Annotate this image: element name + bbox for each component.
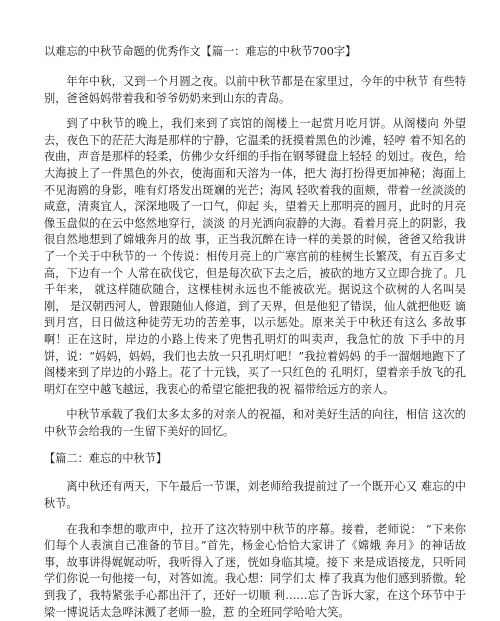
paragraph-story: 到了中秋节的晚上，我们来到了宾馆的阁楼上一起赏月吃月饼。从阁楼向 外望去，夜色下的茫茫大海是那样的宁静，它温柔的抚摸着黑色的沙滩，轻哼 着不知名的夜曲，声音是那样的轻柔，仿佛少女纤细的手指在钢琴键盘上轻轻 的划过。夜色，给大海披上了一件黑色的外衣，使海面和天溶为一体，把大 海打扮得更加神秘；海面上不见海鸥的身影，唯有灯塔发出斑斓的光芒；海风 轻吹着我的面颊，带着一丝淡淡的咸意，清爽宜人，深深地吸了一口气，仰起 头，望着天上那明亮的圆月，此时的月亮像玉盘似的在云中悠然地穿行，淡淡 的月光洒向寂静的大海。看着月亮上的阴影，我很自然地想到了嫦娥奔月的故 事，正当我沉醉在诗一样的美景的时候，爸爸又给我讲了一个关于中秋节的一 个传说：相传月亮上的广寒宫前的桂树生长繁茂，有五百多丈高，下边有一个 人常在砍伐它，但是每次砍下去之后，被砍的地方又立即合拢了。几千年来， 就这样随砍随合，这棵桂树永远也不能被砍光。据说这个砍树的人名叫吴刚， 是汉朝西河人，曾跟随仙人修道，到了天界，但是他犯了错误，仙人就把他贬 谪到月宫，日日做这种徒劳无功的苦差事，以示惩处。原来关于中秋还有这么 多故事啊！正在这时，岸边的小路上传来了兜售孔明灯的叫卖声，我急忙的放 下手中的月饼，说：“妈妈，妈妈，我们也去放一只孔明灯吧！”我拉着妈妈 的手一溜烟地跑下了阁楼来到了岸边的小路上。花了十元钱，买了一只红色的 孔明灯，望着亲手放飞的孔明灯在空中越飞越远，我衷心的希望它能把我的祝 福带给远方的亲人。 [44, 117, 466, 396]
section-heading-2: 【篇二：难忘的中秋节】 [44, 452, 168, 466]
paragraph-section2-intro: 离中秋还有两天，下午最后一节课，刘老师给我提前过了一个既开心又 难忘的中秋节。 [44, 480, 466, 511]
document-title: 以难忘的中秋节命题的优秀作文【篇一：难忘的中秋节700字】 [44, 45, 357, 58]
paragraph-intro: 年年中秋，又到一个月圆之夜。以前中秋节都是在家里过，今年的中秋节 有些特别，爸爸妈妈带着我和爷爷奶奶来到山东的青岛。 [44, 75, 466, 105]
paragraph-section2-body: 在我和李想的歌声中，拉开了这次特别中秋节的序幕。接着，老师说： “下来你们每个人表演自己准备的节目。”首先，杨金心恰恰大家讲了《嫦娥 奔月》的神话故事，故事讲得娓娓动听，我听得入了迷，恍如身临其境。接下 来是成语接龙，只听同学们你说一句他接一句，对答如流。我心想：同学们太 棒了我真为他们感到骄傲。轮到我了，我特紧张手心都出汗了，还好一切顺 利……忘了告诉大家，在这个环节中于梁一博说话太急哗沫溅了老师一脸，惹 的全班同学哈哈大笑。 [44, 522, 466, 619]
paragraph-conclusion: 中秋节承载了我们太多太多的对亲人的祝福，和对美好生活的向往，相信 这次的中秋节会给我的一生留下美好的回忆。 [44, 408, 466, 438]
